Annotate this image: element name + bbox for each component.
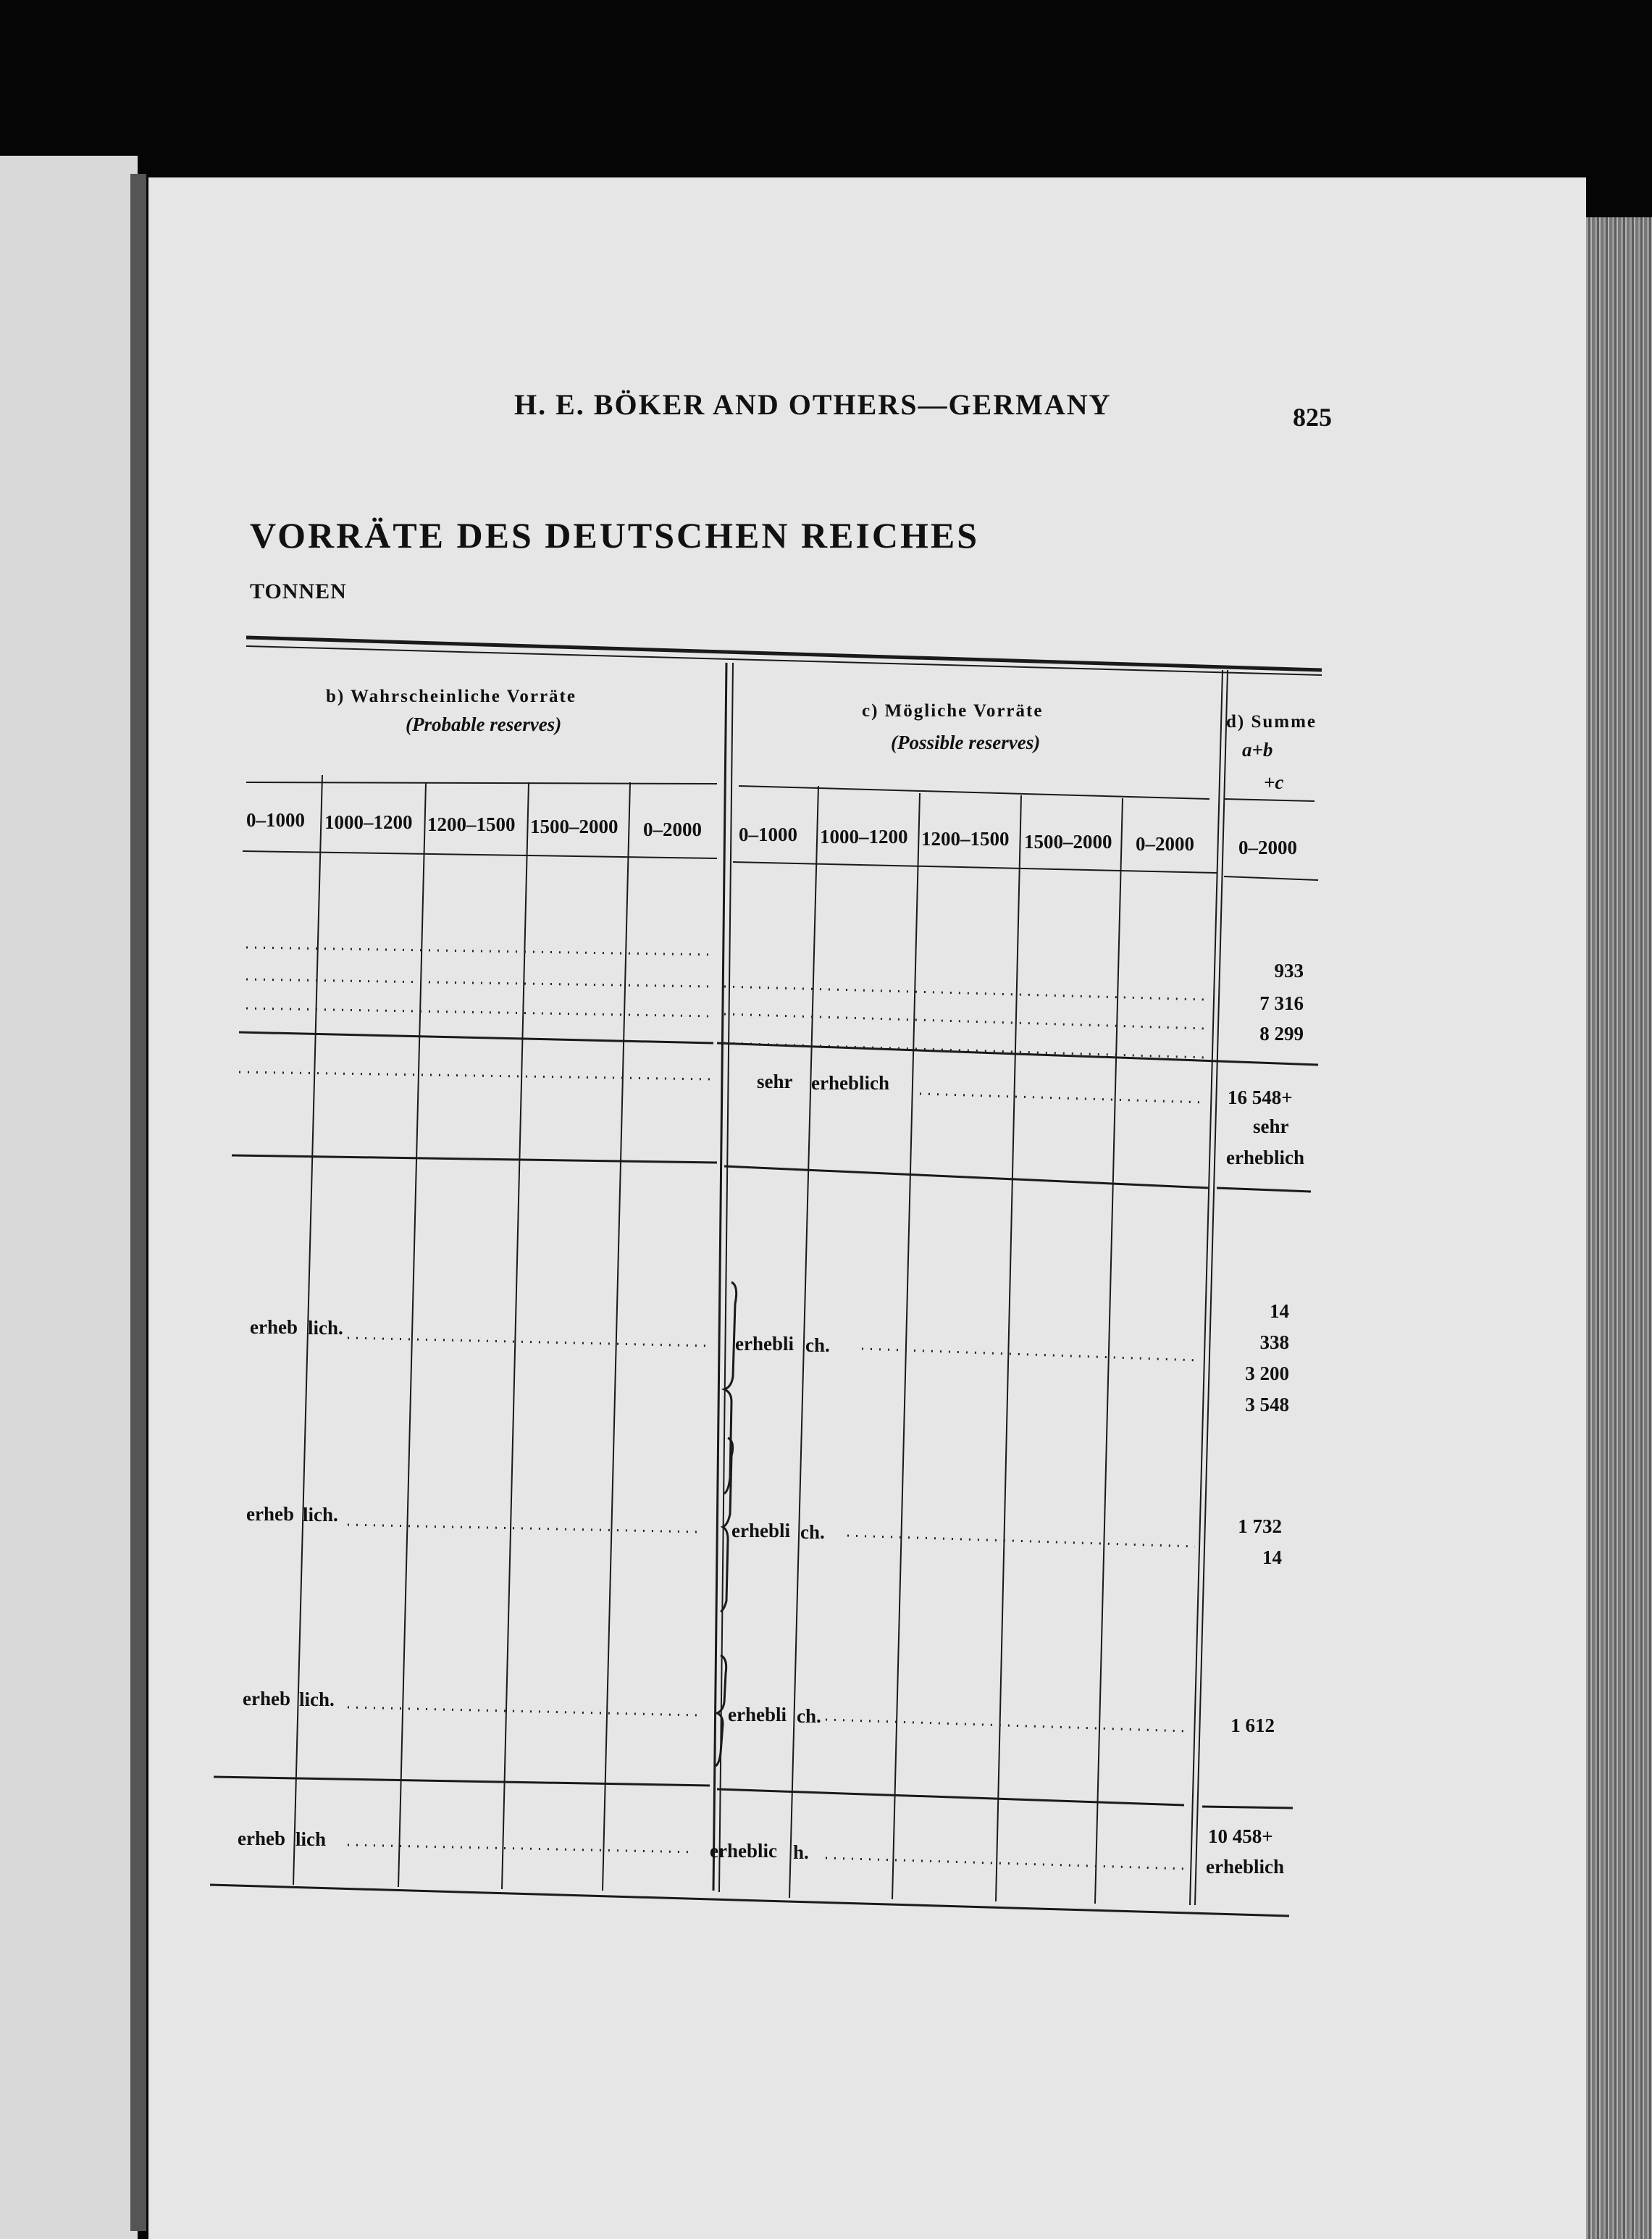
g1-total-3: 3 200 bbox=[1245, 1363, 1289, 1384]
s1-total-1: 16 548+ bbox=[1228, 1087, 1293, 1108]
grand-total-2: erheblich bbox=[1206, 1856, 1284, 1878]
g2-c-text-a: erhebli bbox=[731, 1520, 790, 1541]
total-c-text-a: erheblic bbox=[710, 1840, 777, 1862]
row3-total: 8 299 bbox=[1259, 1023, 1304, 1045]
col-header-c-3: 1200–1500 bbox=[921, 828, 1010, 850]
group-b-title: b) Wahrscheinliche Vorräte bbox=[326, 687, 576, 706]
col-header-c-5: 0–2000 bbox=[1136, 833, 1194, 855]
col-header-c-2: 1000–1200 bbox=[820, 826, 908, 848]
s1-c-text-a: sehr bbox=[757, 1071, 793, 1092]
s1-c-text-b: erheblich bbox=[811, 1072, 889, 1094]
g1-c-text-a: erhebli bbox=[735, 1333, 794, 1355]
group-d-title: d) Summe bbox=[1226, 712, 1317, 732]
s1-total-2: sehr bbox=[1253, 1116, 1289, 1137]
group-c-title: c) Mögliche Vorräte bbox=[862, 701, 1044, 721]
g1-b-text-a: erheb bbox=[250, 1316, 298, 1338]
g1-total-1: 14 bbox=[1270, 1300, 1289, 1322]
g1-b-text-b: lich. bbox=[308, 1317, 343, 1339]
g3-b-text-a: erheb bbox=[243, 1688, 290, 1709]
g3-c-text-b: ch. bbox=[797, 1705, 821, 1727]
g1-total-2: 338 bbox=[1259, 1331, 1289, 1353]
g3-total: 1 612 bbox=[1230, 1715, 1275, 1736]
g1-c-text-b: ch. bbox=[805, 1334, 830, 1356]
g2-c-text-b: ch. bbox=[800, 1521, 825, 1543]
g2-total-2: 14 bbox=[1262, 1547, 1282, 1568]
g2-b-text-b: lich. bbox=[303, 1504, 338, 1526]
g3-b-text-b: lich. bbox=[299, 1688, 335, 1710]
col-header-b-5: 0–2000 bbox=[643, 819, 702, 840]
col-header-b-2: 1000–1200 bbox=[324, 811, 413, 833]
group-c-subtitle: (Possible reserves) bbox=[891, 732, 1041, 753]
page-number: 825 bbox=[1293, 403, 1332, 432]
row1-total: 933 bbox=[1274, 960, 1304, 982]
s1-total-3: erheblich bbox=[1226, 1147, 1304, 1168]
g1-total-4: 3 548 bbox=[1245, 1394, 1289, 1415]
g3-c-text-a: erhebli bbox=[728, 1704, 787, 1725]
col-header-c-4: 1500–2000 bbox=[1024, 831, 1112, 853]
total-b-text-b: lich bbox=[295, 1828, 327, 1850]
col-header-b-4: 1500–2000 bbox=[530, 816, 619, 837]
g2-b-text-a: erheb bbox=[246, 1503, 294, 1525]
running-head: H. E. BÖKER AND OTHERS—GERMANY bbox=[514, 388, 1112, 421]
total-b-text-a: erheb bbox=[238, 1828, 285, 1849]
group-d-line2: a+b bbox=[1242, 739, 1273, 761]
col-header-b-1: 0–1000 bbox=[246, 809, 305, 831]
col-header-b-3: 1200–1500 bbox=[427, 813, 516, 835]
col-header-c-1: 0–1000 bbox=[739, 824, 797, 845]
unit-label: TONNEN bbox=[250, 579, 347, 603]
table-title: VORRÄTE DES DEUTSCHEN REICHES bbox=[250, 515, 980, 556]
grand-total-1: 10 458+ bbox=[1208, 1825, 1273, 1847]
total-c-text-b: h. bbox=[793, 1841, 809, 1863]
group-b-subtitle: (Probable reserves) bbox=[406, 713, 562, 735]
col-header-d: 0–2000 bbox=[1238, 837, 1297, 858]
row2-total: 7 316 bbox=[1259, 992, 1304, 1014]
group-d-line3: +c bbox=[1264, 771, 1284, 793]
g2-total-1: 1 732 bbox=[1238, 1515, 1282, 1537]
